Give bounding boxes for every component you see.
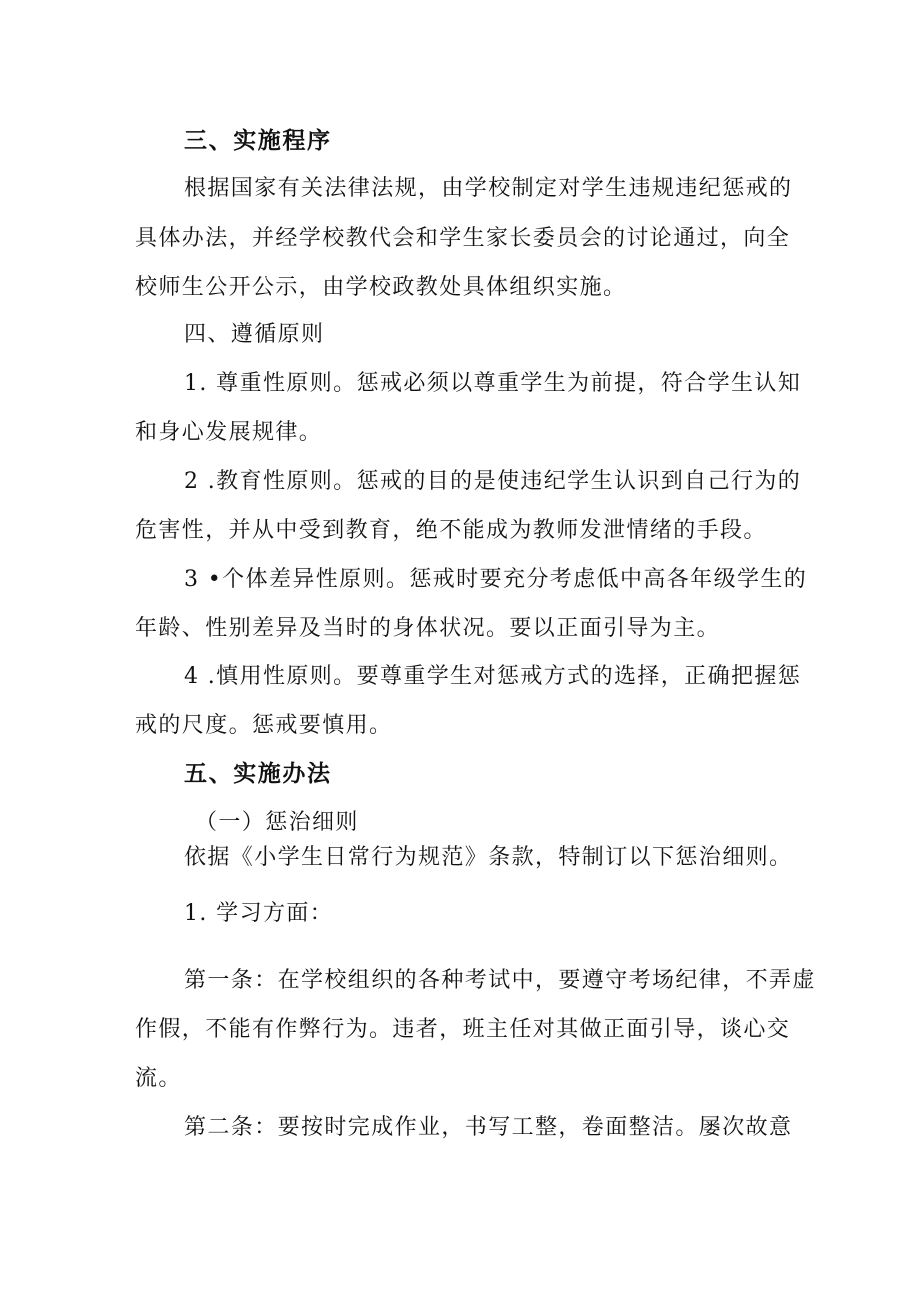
section-heading-implementation-methods: 五、实施办法 xyxy=(184,760,332,787)
section-heading-implementation-procedure: 三、实施程序 xyxy=(184,127,332,154)
principle-item-line: 1. 尊重性原则。惩戒必须以尊重学生为前提，符合学生认知 xyxy=(184,371,802,396)
principle-item-line: 3 •个体差异性原则。惩戒时要充分考虑低中高各年级学生的 xyxy=(184,567,808,592)
article-line: 流。 xyxy=(135,1066,182,1091)
principle-item-line: 年龄、性别差异及当时的身体状况。要以正面引导为主。 xyxy=(135,616,721,641)
section-heading-principles: 四、遵循原则 xyxy=(184,322,325,347)
principle-item-line: 2 .教育性原则。惩戒的目的是使违纪学生认识到自己行为的 xyxy=(184,469,802,494)
paragraph-line: 依据《小学生日常行为规范》条款，特制订以下惩治细则。 xyxy=(184,845,793,870)
principle-item-line: 戒的尺度。惩戒要慎用。 xyxy=(135,713,393,738)
principle-item-line: 4 .慎用性原则。要尊重学生对惩戒方式的选择，正确把握惩 xyxy=(184,664,802,689)
principle-item-line: 和身心发展规律。 xyxy=(135,420,323,445)
principle-item-line: 危害性，并从中受到教育，绝不能成为教师发泄情绪的手段。 xyxy=(135,518,767,543)
paragraph-line: 具体办法，并经学校教代会和学生家长委员会的讨论通过，向全 xyxy=(135,226,791,251)
article-line: 第二条：要按时完成作业，书写工整，卷面整洁。屡次故意 xyxy=(184,1115,793,1140)
paragraph-line: 根据国家有关法律法规，由学校制定对学生违规违纪惩戒的 xyxy=(184,176,793,201)
paragraph-line: 校师生公开公示，由学校政教处具体组织实施。 xyxy=(135,275,627,300)
study-heading: 1. 学习方面： xyxy=(184,901,334,926)
article-line: 第一条：在学校组织的各种考试中，要遵守考场纪律，不弄虚 xyxy=(184,968,816,993)
article-line: 作假，不能有作弊行为。违者，班主任对其做正面引导，谈心交 xyxy=(135,1017,791,1042)
subsection-heading: （一）惩治细则 xyxy=(195,810,359,835)
